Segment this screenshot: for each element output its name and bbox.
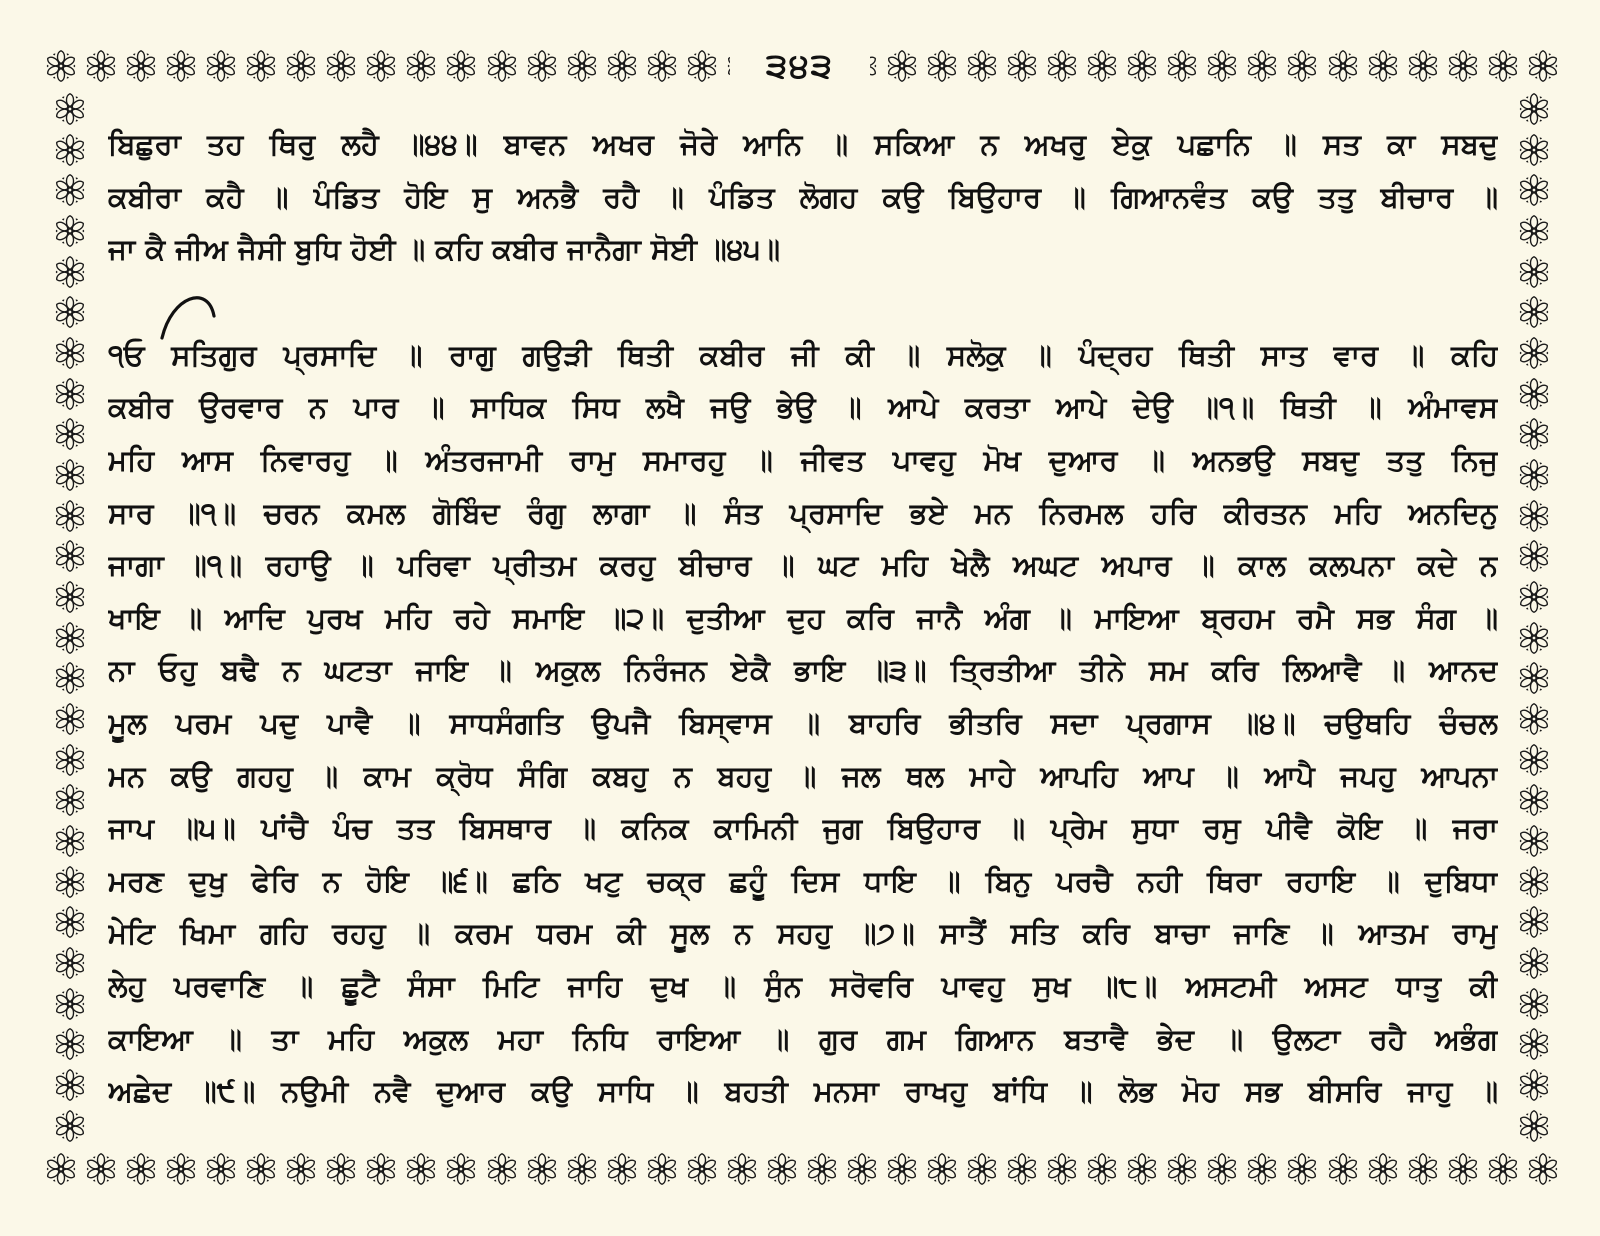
text-line: ਜਾਪ ॥੫॥ ਪਾਂਚੈ ਪੰਚ ਤਤ ਬਿਸਥਾਰ ॥ ਕਨਿਕ ਕਾਮਿਨੀ ਜੁਗ ਬਿਉਹਾਰ ॥ ਪ੍ਰੇਮ ਸੁਧਾ ਰਸੁ ਪੀਵੈ ਕੋਇ ॥ ਜਰਾ [108, 811, 1498, 846]
flower-icon [1517, 987, 1551, 1021]
flower-icon [1517, 1109, 1551, 1143]
flower-icon [1486, 49, 1520, 83]
flower-icon [1285, 49, 1319, 83]
flower-icon [324, 49, 358, 83]
flower-icon [1517, 255, 1551, 289]
flower-icon [525, 49, 559, 83]
flower-icon [404, 1152, 438, 1186]
flower-icon [605, 49, 639, 83]
flower-icon [53, 255, 87, 289]
flower-icon [53, 865, 87, 899]
flower-icon [565, 1152, 599, 1186]
flower-icon [1517, 661, 1551, 695]
flower-icon [1517, 1068, 1551, 1102]
flower-icon [1517, 539, 1551, 573]
flower-icon [124, 49, 158, 83]
text-line: ਅਛੇਦ ॥੯॥ ਨਉਮੀ ਨਵੈ ਦੁਆਰ ਕਉ ਸਾਧਿ ॥ ਬਹਤੀ ਮਨਸਾ ਰਾਖਹੁ ਬਾਂਧਿ ॥ ਲੋਭ ਮੋਹ ਸਭ ਬੀਸਰਿ ਜਾਹੁ ॥ [108, 1074, 1498, 1109]
flower-icon [53, 824, 87, 858]
flower-icon [53, 417, 87, 451]
flower-icon [244, 1152, 278, 1186]
flower-icon [53, 92, 87, 126]
flower-icon [1045, 49, 1079, 83]
flower-icon [1125, 49, 1159, 83]
flower-icon [244, 49, 278, 83]
flower-icon [1285, 1152, 1319, 1186]
flower-icon [1366, 49, 1400, 83]
flower-icon [1517, 377, 1551, 411]
flower-icon [965, 1152, 999, 1186]
flower-icon [284, 49, 318, 83]
flower-icon [53, 580, 87, 614]
text-line: ਖਾਇ ॥ ਆਦਿ ਪੁਰਖ ਮਹਿ ਰਹੇ ਸਮਾਇ ॥੨॥ ਦੁਤੀਆ ਦੁਹ ਕਰਿ ਜਾਨੈ ਅੰਗ ॥ ਮਾਇਆ ਬ੍ਰਹਮ ਰਮੈ ਸਭ ਸੰਗ ॥ [108, 600, 1498, 635]
flower-icon [444, 1152, 478, 1186]
text-line: ਸਾਰ ॥੧॥ ਚਰਨ ਕਮਲ ਗੋਬਿੰਦ ਰੰਗੁ ਲਾਗਾ ॥ ਸੰਤ ਪ੍ਰਸਾਦਿ ਭਏ ਮਨ ਨਿਰਮਲ ਹਰਿ ਕੀਰਤਨ ਮਹਿ ਅਨਦਿਨੁ [108, 495, 1498, 530]
flower-icon [1205, 49, 1239, 83]
flower-icon [53, 946, 87, 980]
flower-icon [1085, 49, 1119, 83]
flower-icon [605, 1152, 639, 1186]
flower-icon [725, 1152, 759, 1186]
flower-icon [444, 49, 478, 83]
flower-icon [53, 702, 87, 736]
flower-icon [1517, 743, 1551, 777]
text-line: ਨਾ ਓਹੁ ਬਢੈ ਨ ਘਟਤਾ ਜਾਇ ॥ ਅਕੁਲ ਨਿਰੰਜਨ ਏਕੈ ਭਾਇ ॥੩॥ ਤ੍ਰਿਤੀਆ ਤੀਨੇ ਸਮ ਕਰਿ ਲਿਆਵੈ ॥ ਆਨਦ [108, 653, 1498, 688]
flower-icon [765, 1152, 799, 1186]
flower-icon [124, 1152, 158, 1186]
flower-icon [1005, 49, 1039, 83]
flower-icon [885, 49, 919, 83]
flower-icon [1517, 621, 1551, 655]
flower-icon [885, 1152, 919, 1186]
flower-icon [364, 49, 398, 83]
flower-icon [164, 49, 198, 83]
flower-icon [965, 49, 999, 83]
flower-icon [53, 377, 87, 411]
text-line: ਮੇਟਿ ਖਿਮਾ ਗਹਿ ਰਹਹੁ ॥ ਕਰਮ ਧਰਮ ਕੀ ਸੂਲ ਨ ਸਹਹੁ ॥੭॥ ਸਾਤੈਂ ਸਤਿ ਕਰਿ ਬਾਚਾ ਜਾਣਿ ॥ ਆਤਮ ਰਾਮੁ [108, 916, 1498, 951]
flower-icon [645, 1152, 679, 1186]
flower-icon [1517, 295, 1551, 329]
flower-icon [1446, 1152, 1480, 1186]
stanza-gap [108, 276, 1498, 329]
flower-icon [324, 1152, 358, 1186]
flower-icon [1517, 580, 1551, 614]
flower-icon [1085, 1152, 1119, 1186]
flower-icon [84, 49, 118, 83]
flower-icon [685, 1152, 719, 1186]
flower-icon [1517, 946, 1551, 980]
text-line: ਜਾ ਕੈ ਜੀਅ ਜੈਸੀ ਬੁਧਿ ਹੋਈ ॥ ਕਹਿ ਕਬੀਰ ਜਾਨੈਗਾ ਸੋਈ ॥੪੫॥ [108, 232, 781, 267]
flower-icon [284, 1152, 318, 1186]
flower-icon [53, 1068, 87, 1102]
flower-icon [1517, 214, 1551, 248]
text-line: ਮਨ ਕਉ ਗਹਹੁ ॥ ਕਾਮ ਕ੍ਰੋਧ ਸੰਗਿ ਕਬਹੁ ਨ ਬਹਹੁ ॥ ਜਲ ਥਲ ਮਾਹੇ ਆਪਹਿ ਆਪ ॥ ਆਪੈ ਜਪਹੁ ਆਪਨਾ [108, 758, 1498, 793]
flower-icon [1526, 1152, 1560, 1186]
flower-icon [685, 49, 719, 83]
flower-icon [1326, 1152, 1360, 1186]
flower-icon [1005, 1152, 1039, 1186]
flower-icon [1165, 49, 1199, 83]
flower-icon [1517, 499, 1551, 533]
flower-icon [53, 743, 87, 777]
flower-icon [485, 49, 519, 83]
flower-icon [1165, 1152, 1199, 1186]
flower-icon [1517, 92, 1551, 126]
text-line: ਜਾਗਾ ॥੧॥ ਰਹਾਉ ॥ ਪਰਿਵਾ ਪ੍ਰੀਤਮ ਕਰਹੁ ਬੀਚਾਰ ॥ ਘਟ ਮਹਿ ਖੇਲੈ ਅਘਟ ਅਪਾਰ ॥ ਕਾਲ ਕਲਪਨਾ ਕਦੇ ਨ [108, 548, 1498, 583]
flower-icon [485, 1152, 519, 1186]
flower-icon [1517, 783, 1551, 817]
flower-icon [1486, 1152, 1520, 1186]
flower-icon [1517, 1027, 1551, 1061]
flower-icon [1205, 1152, 1239, 1186]
flower-icon [1517, 824, 1551, 858]
flower-icon [53, 173, 87, 207]
flower-icon [925, 49, 959, 83]
flower-icon [845, 1152, 879, 1186]
flower-icon [204, 1152, 238, 1186]
flower-icon [525, 1152, 559, 1186]
border-bottom [44, 1143, 1560, 1195]
text-line: ਕਬੀਰ ਉਰਵਾਰ ਨ ਪਾਰ ॥ ਸਾਧਿਕ ਸਿਧ ਲਖੈ ਜਉ ਭੇਉ ॥ ਆਪੇ ਕਰਤਾ ਆਪੇ ਦੇਉ ॥੧॥ ਥਿਤੀ ॥ ਅੰਮਾਵਸ [108, 390, 1498, 425]
flower-icon [53, 336, 87, 370]
text-line: ਲੇਹੁ ਪਰਵਾਣਿ ॥ ਛੂਟੈ ਸੰਸਾ ਮਿਟਿ ਜਾਹਿ ਦੁਖ ॥ ਸੁੰਨ ਸਰੋਵਰਿ ਪਾਵਹੁ ਸੁਖ ॥੮॥ ਅਸਟਮੀ ਅਸਟ ਧਾਤੁ ਕੀ [108, 968, 1498, 1003]
flower-icon [53, 621, 87, 655]
flower-icon [53, 905, 87, 939]
flower-icon [1406, 49, 1440, 83]
text-line: ਮਰਣ ਦੁਖੁ ਫੇਰਿ ਨ ਹੋਇ ॥੬॥ ਛਠਿ ਖਟੁ ਚਕ੍ਰ ਛਹੂੰ ਦਿਸ ਧਾਇ ॥ ਬਿਨੁ ਪਰਚੈ ਨਹੀ ਥਿਰਾ ਰਹਾਇ ॥ ਦੁਬਿਧਾ [108, 863, 1498, 898]
scripture-text [108, 118, 1498, 1118]
flower-icon [805, 1152, 839, 1186]
flower-icon [53, 539, 87, 573]
flower-icon [1125, 1152, 1159, 1186]
flower-icon [404, 49, 438, 83]
text-line: ਬਿਛੁਰਾ ਤਹ ਥਿਰੁ ਲਹੈ ॥੪੪॥ ਬਾਵਨ ਅਖਰ ਜੋਰੇ ਆਨਿ ॥ ਸਕਿਆ ਨ ਅਖਰੁ ਏਕੁ ਪਛਾਨਿ ॥ ਸਤ ਕਾ ਸਬਦੁ [108, 127, 1498, 161]
flower-icon [53, 295, 87, 329]
border-right [1508, 92, 1560, 1143]
flower-icon [53, 661, 87, 695]
text-line: ੧ਓ ਸਤਿਗੁਰ ਪ੍ਰਸਾਦਿ ॥ ਰਾਗੁ ਗਉੜੀ ਥਿਤੀ ਕਬੀਰ ਜੀ ਕੀ ॥ ਸਲੋਕੁ ॥ ਪੰਦ੍ਰਹ ਥਿਤੀ ਸਾਤ ਵਾਰ ॥ ਕਹਿ [108, 337, 1498, 372]
flower-icon [1517, 865, 1551, 899]
flower-icon [1366, 1152, 1400, 1186]
flower-icon [1326, 49, 1360, 83]
flower-icon [364, 1152, 398, 1186]
flower-icon [53, 1027, 87, 1061]
flower-icon [1517, 173, 1551, 207]
page-number: ੩੪੩ [730, 42, 870, 90]
flower-icon [1517, 417, 1551, 451]
flower-icon [1517, 702, 1551, 736]
flower-icon [53, 987, 87, 1021]
flower-icon [53, 783, 87, 817]
border-left [44, 92, 96, 1143]
flower-icon [1406, 1152, 1440, 1186]
flower-icon [565, 49, 599, 83]
flower-icon [1526, 49, 1560, 83]
flower-icon [925, 1152, 959, 1186]
flower-icon [1245, 1152, 1279, 1186]
text-line: ਕਾਇਆ ॥ ਤਾ ਮਹਿ ਅਕੁਲ ਮਹਾ ਨਿਧਿ ਰਾਇਆ ॥ ਗੁਰ ਗਮ ਗਿਆਨ ਬਤਾਵੈ ਭੇਦ ॥ ਉਲਟਾ ਰਹੈ ਅਭੰਗ [108, 1021, 1498, 1056]
flower-icon [164, 1152, 198, 1186]
flower-icon [84, 1152, 118, 1186]
text-line: ਮਹਿ ਆਸ ਨਿਵਾਰਹੁ ॥ ਅੰਤਰਜਾਮੀ ਰਾਮੁ ਸਮਾਰਹੁ ॥ ਜੀਵਤ ਪਾਵਹੁ ਮੋਖ ਦੁਆਰ ॥ ਅਨਭਉ ਸਬਦੁ ਤਤੁ ਨਿਜੁ [108, 442, 1498, 477]
flower-icon [1245, 49, 1279, 83]
flower-icon [1517, 336, 1551, 370]
flower-icon [1517, 905, 1551, 939]
flower-icon [44, 49, 78, 83]
flower-icon [44, 1152, 78, 1186]
flower-icon [1517, 458, 1551, 492]
flower-icon [53, 1109, 87, 1143]
flower-icon [53, 458, 87, 492]
flower-icon [1517, 133, 1551, 167]
flower-icon [53, 133, 87, 167]
text-line: ਮੂਲ ਪਰਮ ਪਦੁ ਪਾਵੈ ॥ ਸਾਧਸੰਗਤਿ ਉਪਜੈ ਬਿਸ੍ਵਾਸ ॥ ਬਾਹਰਿ ਭੀਤਰਿ ਸਦਾ ਪ੍ਰਗਾਸ ॥੪॥ ਚਉਥਹਿ ਚੰਚਲ [108, 705, 1498, 740]
flower-icon [53, 214, 87, 248]
flower-icon [204, 49, 238, 83]
flower-icon [53, 499, 87, 533]
flower-icon [645, 49, 679, 83]
flower-icon [1045, 1152, 1079, 1186]
flower-icon [1446, 49, 1480, 83]
text-line: ਕਬੀਰਾ ਕਹੈ ॥ ਪੰਡਿਤ ਹੋਇ ਸੁ ਅਨਭੈ ਰਹੈ ॥ ਪੰਡਿਤ ਲੋਗਹ ਕਉ ਬਿਉਹਾਰ ॥ ਗਿਆਨਵੰਤ ਕਉ ਤਤੁ ਬੀਚਾਰ ॥ [108, 179, 1498, 214]
